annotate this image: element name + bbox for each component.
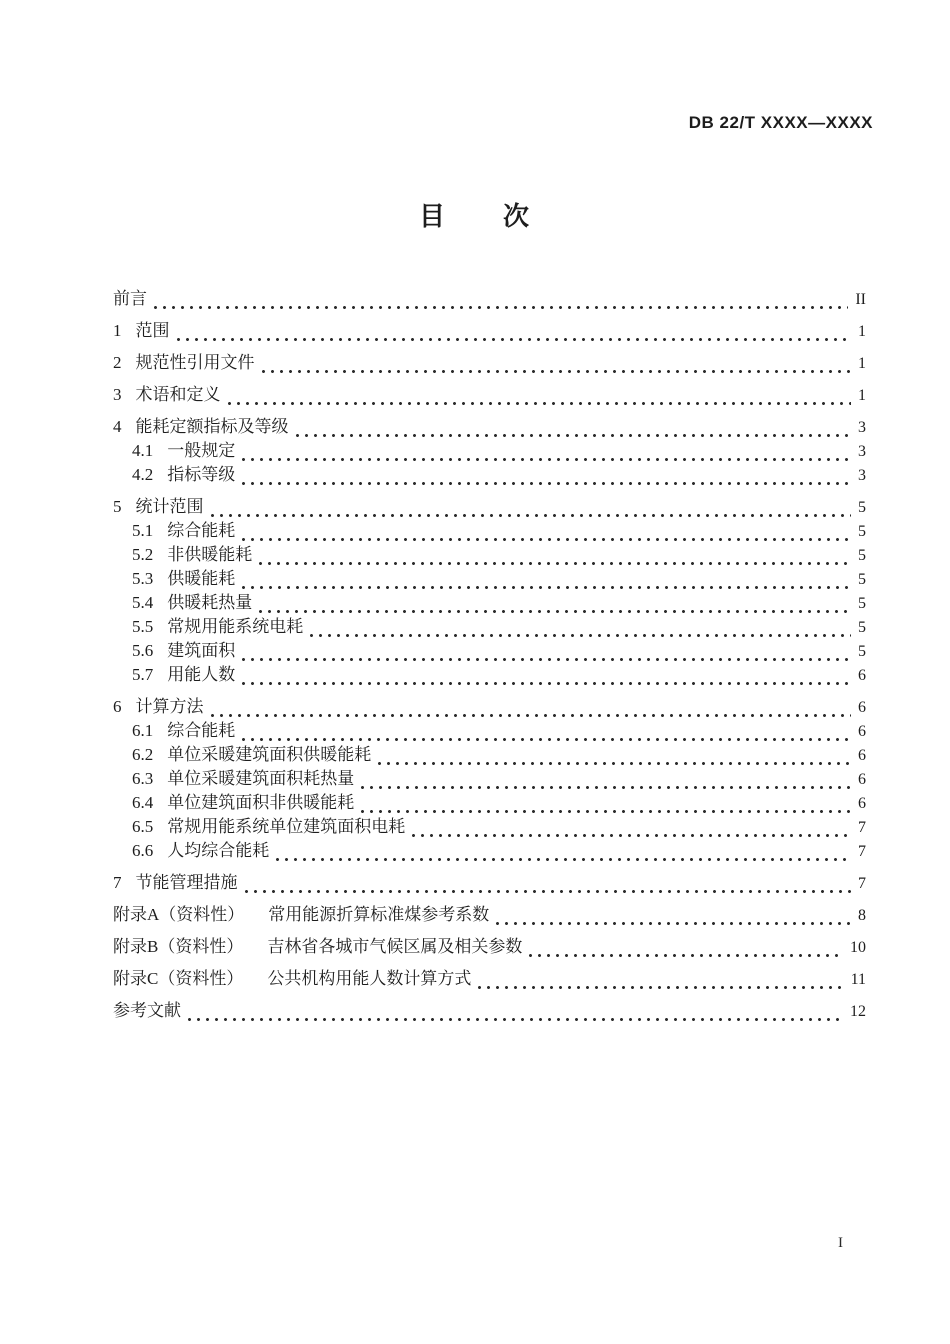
toc-entry-number: 5.2 — [132, 545, 154, 564]
dot-leader — [259, 562, 851, 566]
toc-entry-label: 常用能源折算标准煤参考系数 — [268, 905, 490, 924]
dot-leader — [177, 338, 852, 342]
toc-entry — [113, 666, 866, 690]
dot-leader — [259, 610, 851, 614]
dot-leader — [378, 762, 851, 766]
toc-entry-page: 7 — [858, 875, 866, 892]
toc-entry — [113, 570, 866, 594]
toc-entry-number: 5.1 — [132, 521, 154, 540]
toc-entry-label: 指标等级 — [167, 465, 236, 484]
toc-entry-number: 4.1 — [132, 441, 154, 460]
toc-entry — [113, 874, 866, 898]
toc-entry-page: 1 — [858, 387, 866, 404]
toc-entry-number: 5.6 — [132, 641, 154, 660]
toc-entry-label: 节能管理措施 — [135, 873, 238, 892]
toc-entry-page: 5 — [858, 595, 866, 612]
toc-entry-page: 5 — [858, 571, 866, 588]
toc-entry-label: 一般规定 — [167, 441, 236, 460]
toc-entry-page: 6 — [858, 795, 866, 812]
toc-entry — [113, 618, 866, 642]
toc-entry-number: 6.1 — [132, 721, 154, 740]
dot-leader — [211, 714, 852, 718]
toc-entry — [113, 794, 866, 818]
toc-entry-label: 综合能耗 — [167, 721, 236, 740]
toc-entry-page: 6 — [858, 723, 866, 740]
toc-entry-label: 术语和定义 — [135, 385, 221, 404]
toc-entry-number: 附录B（资料性） — [113, 937, 244, 956]
dot-leader — [296, 434, 852, 438]
toc-entry-number: 5.4 — [132, 593, 154, 612]
toc-entry-label: 能耗定额指标及等级 — [135, 417, 289, 436]
toc-entry-number: 4.2 — [132, 465, 154, 484]
toc-entry-number: 6.5 — [132, 817, 154, 836]
toc-entry — [113, 642, 866, 666]
toc-list — [113, 290, 866, 1026]
toc-entry — [113, 594, 866, 618]
toc-entry-page: 3 — [858, 443, 866, 460]
toc-entry — [113, 442, 866, 466]
toc-entry-label: 常规用能系统电耗 — [167, 617, 304, 636]
dot-leader — [478, 986, 843, 990]
toc-entry-label: 参考文献 — [113, 1001, 181, 1020]
dot-leader — [242, 682, 851, 686]
toc-entry-number: 4 — [113, 417, 122, 436]
toc-entry-label: 公共机构用能人数计算方式 — [267, 969, 472, 988]
toc-entry-number: 6.4 — [132, 793, 154, 812]
dot-leader — [276, 858, 851, 862]
toc-entry-page: 6 — [858, 771, 866, 788]
dot-leader — [154, 306, 848, 310]
toc-entry-label: 非供暖能耗 — [167, 545, 253, 564]
standard-code: DB 22/T XXXX—XXXX — [688, 113, 873, 132]
toc-entry — [113, 290, 866, 314]
dot-leader — [211, 514, 852, 518]
dot-leader — [242, 738, 851, 742]
toc-entry — [113, 842, 866, 866]
toc-entry — [113, 498, 866, 522]
toc-entry-page: 7 — [858, 843, 866, 860]
toc-entry-label: 范围 — [135, 321, 170, 340]
toc-entry — [113, 722, 866, 746]
dot-leader — [361, 786, 851, 790]
toc-entry — [113, 418, 866, 442]
dot-leader — [188, 1018, 843, 1022]
dot-leader — [262, 370, 852, 374]
toc-entry-number: 附录A（资料性） — [113, 905, 245, 924]
toc-entry — [113, 970, 866, 994]
toc-entry-page: 1 — [858, 355, 866, 372]
toc-entry-label: 供暖能耗 — [167, 569, 236, 588]
toc-entry — [113, 546, 866, 570]
toc-entry-label: 计算方法 — [135, 697, 204, 716]
toc-entry-label: 统计范围 — [135, 497, 204, 516]
toc-entry-label: 单位建筑面积非供暖能耗 — [167, 793, 355, 812]
toc-entry-label: 吉林省各城市气候区属及相关参数 — [267, 937, 523, 956]
toc-entry-number: 6.2 — [132, 745, 154, 764]
toc-entry — [113, 322, 866, 346]
toc-entry — [113, 1002, 866, 1026]
toc-entry-label: 用能人数 — [167, 665, 236, 684]
page-folio: I — [838, 1235, 843, 1251]
toc-entry — [113, 522, 866, 546]
toc-entry-number: 3 — [113, 385, 122, 404]
toc-entry-number: 附录C（资料性） — [113, 969, 244, 988]
toc-entry-page: 6 — [858, 667, 866, 684]
dot-leader — [242, 586, 851, 590]
toc-entry-label: 单位采暖建筑面积耗热量 — [167, 769, 355, 788]
toc-entry-page: 5 — [858, 643, 866, 660]
toc-entry — [113, 818, 866, 842]
dot-leader — [242, 658, 851, 662]
toc-entry — [113, 354, 866, 378]
toc-entry — [113, 746, 866, 770]
toc-entry-label: 综合能耗 — [167, 521, 236, 540]
toc-entry-page: 5 — [858, 499, 866, 516]
toc-entry-number: 1 — [113, 321, 122, 340]
dot-leader — [496, 922, 851, 926]
toc-entry-page: 12 — [850, 1003, 866, 1020]
toc-entry-page: 1 — [858, 323, 866, 340]
toc-entry — [113, 386, 866, 410]
page-title: 目 次 — [418, 201, 531, 231]
toc-entry-page: 6 — [858, 747, 866, 764]
toc-entry — [113, 770, 866, 794]
dot-leader — [228, 402, 852, 406]
toc-entry-number: 6 — [113, 697, 122, 716]
toc-entry-label: 人均综合能耗 — [167, 841, 270, 860]
toc-entry-page: 11 — [850, 971, 866, 988]
toc-entry-page: 3 — [858, 419, 866, 436]
toc-entry-number: 7 — [113, 873, 122, 892]
toc-entry-label: 前言 — [113, 289, 147, 308]
toc-entry-number: 5.7 — [132, 665, 154, 684]
toc-entry-number: 5 — [113, 497, 122, 516]
toc-entry-label: 供暖耗热量 — [167, 593, 253, 612]
toc-entry — [113, 906, 866, 930]
dot-leader — [245, 890, 852, 894]
toc-entry-label: 单位采暖建筑面积供暖能耗 — [167, 745, 372, 764]
toc-entry-number: 2 — [113, 353, 122, 372]
toc-entry-label: 规范性引用文件 — [135, 353, 255, 372]
toc-entry-label: 常规用能系统单位建筑面积电耗 — [167, 817, 406, 836]
dot-leader — [242, 458, 851, 462]
toc-entry-label: 建筑面积 — [167, 641, 236, 660]
dot-leader — [310, 634, 851, 638]
toc-entry-number: 6.3 — [132, 769, 154, 788]
toc-entry — [113, 466, 866, 490]
toc-entry-number: 5.3 — [132, 569, 154, 588]
dot-leader — [529, 954, 843, 958]
toc-entry-page: 7 — [858, 819, 866, 836]
dot-leader — [361, 810, 851, 814]
toc-entry — [113, 698, 866, 722]
dot-leader — [242, 538, 851, 542]
dot-leader — [412, 834, 851, 838]
dot-leader — [242, 482, 851, 486]
toc-entry-page: 5 — [858, 523, 866, 540]
toc-entry-page: 5 — [858, 547, 866, 564]
toc-entry — [113, 938, 866, 962]
toc-entry-number: 5.5 — [132, 617, 154, 636]
toc-entry-page: 10 — [850, 939, 866, 956]
toc-entry-page: II — [855, 291, 866, 308]
toc-entry-page: 3 — [858, 467, 866, 484]
toc-entry-page: 8 — [858, 907, 866, 924]
toc-entry-page: 5 — [858, 619, 866, 636]
toc-entry-page: 6 — [858, 699, 866, 716]
toc-entry-number: 6.6 — [132, 841, 154, 860]
